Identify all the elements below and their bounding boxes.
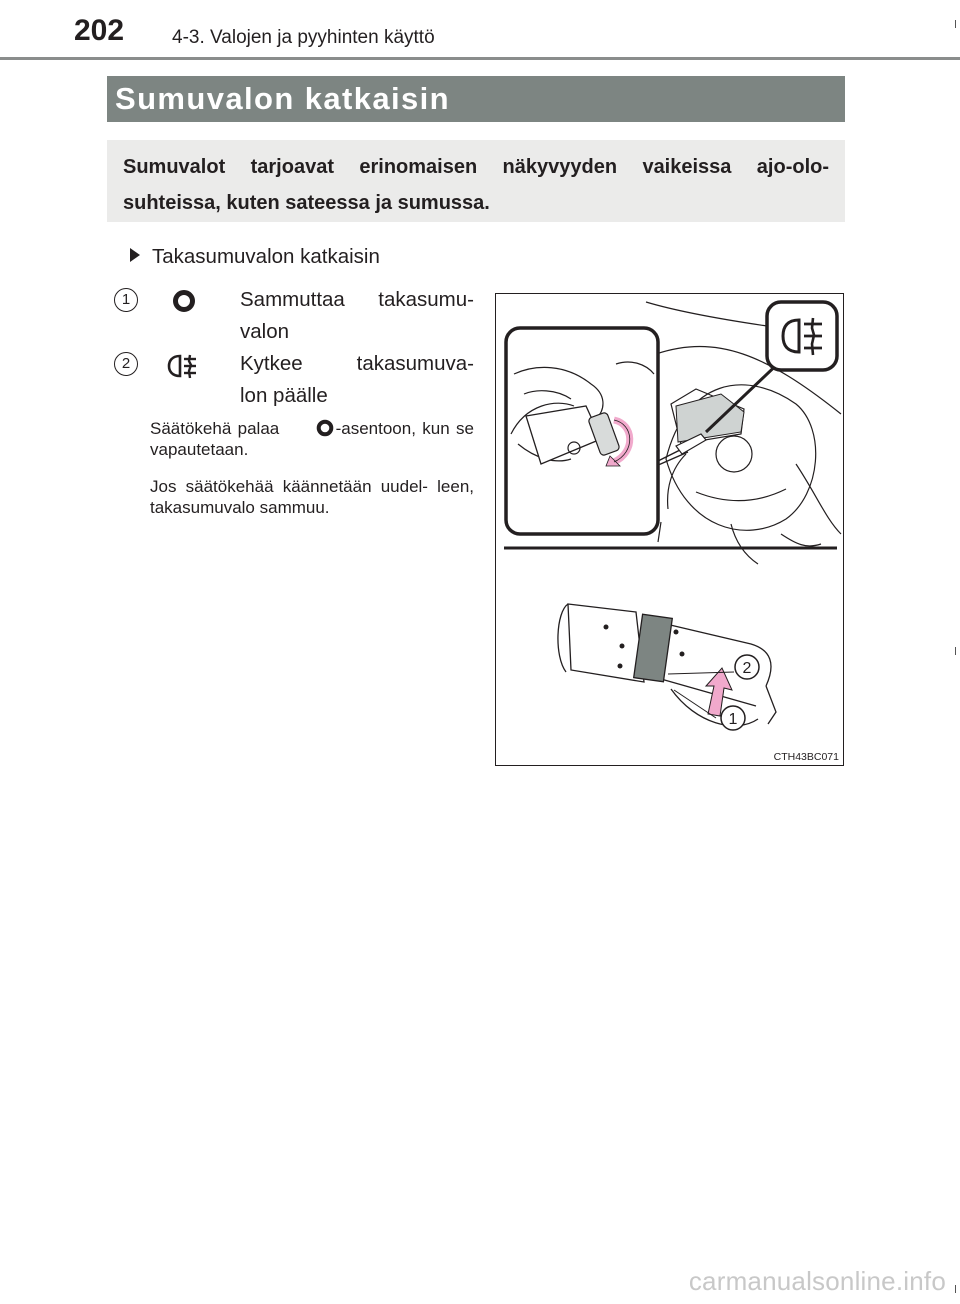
figure-code: CTH43BC071 xyxy=(773,751,839,763)
intro-text: Sumuvalot tarjoavat erinomaisen näkyvyyden vaikeissa ajo-olo- suhteissa, kuten sateessa ja sumussa. xyxy=(123,156,829,214)
item-number-1: 1 xyxy=(114,288,138,312)
subsection-heading xyxy=(130,245,380,269)
header-rule xyxy=(0,57,960,60)
section-title: Sumuvalon katkaisin xyxy=(115,81,450,116)
item-text-2 xyxy=(240,348,474,412)
fog-off-ring-icon xyxy=(316,419,334,437)
crop-mark xyxy=(955,1285,956,1293)
page-number: 202 xyxy=(74,14,125,47)
triangle-bullet-icon xyxy=(130,248,140,262)
intro-box xyxy=(107,140,845,222)
crop-mark xyxy=(955,647,956,655)
item-text-1 xyxy=(240,284,474,348)
item-2-line1: Kytkee takasumuva- xyxy=(240,352,474,375)
section-title-bar xyxy=(107,76,845,122)
crop-mark xyxy=(955,20,956,28)
chapter-heading: 4-3. Valojen ja pyyhinten käyttö xyxy=(172,27,435,48)
item-1-line1: Sammuttaa takasumu- xyxy=(240,288,474,311)
figure-callout-1: 1 xyxy=(728,711,738,728)
note-1-before: Säätökehä palaa xyxy=(150,419,280,438)
item-2-line2: lon päälle xyxy=(240,384,328,407)
note-return xyxy=(150,418,474,460)
figure-illustration xyxy=(496,294,844,766)
note-1-after: -asentoon, kun se vapautetaan. xyxy=(150,419,474,459)
rear-fog-lamp-icon xyxy=(166,351,200,381)
figure-callout-2: 2 xyxy=(742,660,752,677)
item-number-2: 2 xyxy=(114,352,138,376)
subsection-heading-text: Takasumuvalon katkaisin xyxy=(152,245,380,268)
note-turn-again: Jos säätökehää käännetään uudel- leen, takasumuvalo sammuu. xyxy=(150,477,474,517)
item-1-line2: valon xyxy=(240,320,290,343)
watermark-text: carmanualsonline.info xyxy=(688,1266,946,1296)
fog-off-ring-icon xyxy=(172,289,196,313)
figure-fog-switch xyxy=(495,293,844,766)
